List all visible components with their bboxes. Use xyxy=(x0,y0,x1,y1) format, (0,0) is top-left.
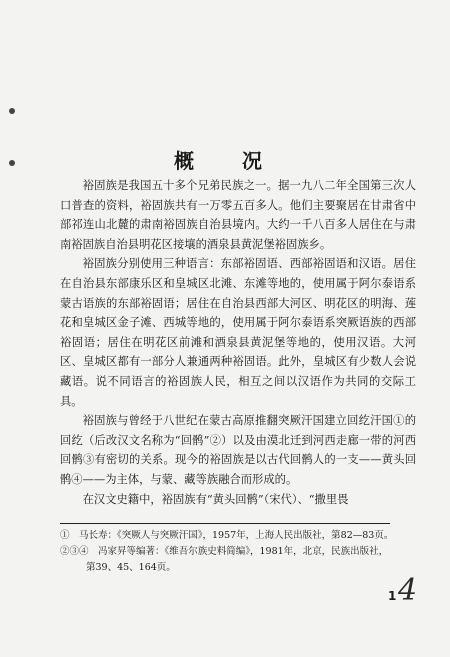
handwritten-mark: 4 xyxy=(398,573,418,608)
paragraph: 裕固族与曾经于八世纪在蒙古高原推翻突厥汗国建立回纥汗国①的回纥（后改汉文名称为“回鹘”②）以及由漠北迁到河西走廊一带的河西回鹘③有密切的关系。现今的裕固族是以古代回鹘人的一支——黄头回鹘④——为主体，与蒙、藏等族融合而形成的。 xyxy=(60,414,416,486)
footnote-2-continuation: 第39、45、164页。 xyxy=(86,562,176,573)
page-number: 1 xyxy=(388,589,397,603)
footnote-1: ① 马长寿：《突厥人与突厥汗国》，1957年，上海人民出版社，第82—83页。 xyxy=(60,530,394,541)
footnote-divider xyxy=(60,523,390,524)
body-text xyxy=(60,176,416,509)
paragraph: 裕固族分别使用三种语言：东部裕固语、西部裕固语和汉语。居住在自治县东部康乐区和皇城区北滩、东滩等地的，使用属于阿尔泰语系蒙古语族的东部裕固语；居住在自治县西部大河区、明花区的明海、莲花和皇城区金子滩、西城等地的，使用属于阿尔泰语系突厥语族的西部裕固语；居住在明花区前滩和酒泉县黄泥堡等地的，使用汉语。大河区、皇城区都有一部分人兼通两种裕固语。此外，皇城区有少数人会说藏语。说不同语言的裕固族人民，相互之间以汉语作为共同的交际工具。 xyxy=(60,257,416,408)
page-title: 概 况 xyxy=(174,149,276,173)
footnote-2: ②③④ 冯家昇等编著：《维吾尔族史料简编》，1981年，北京，民族出版社， xyxy=(60,546,389,557)
footnotes xyxy=(60,528,416,576)
paragraph: 在汉文史籍中，裕固族有“黄头回鹘”（宋代）、“撒里畏 xyxy=(82,492,349,506)
paragraph: 裕固族是我国五十多个兄弟民族之一。据一九八二年全国第三次人口普查的资料，裕固族共有一万零五百多人。他们主要聚居在甘肃省中部祁连山北麓的肃南裕固族自治县境内。大约一千八百多人居住在与肃南裕固族自治县明花区接壤的酒泉县黄泥堡裕固族乡。 xyxy=(60,179,416,251)
binding-hole-mark xyxy=(9,108,15,114)
